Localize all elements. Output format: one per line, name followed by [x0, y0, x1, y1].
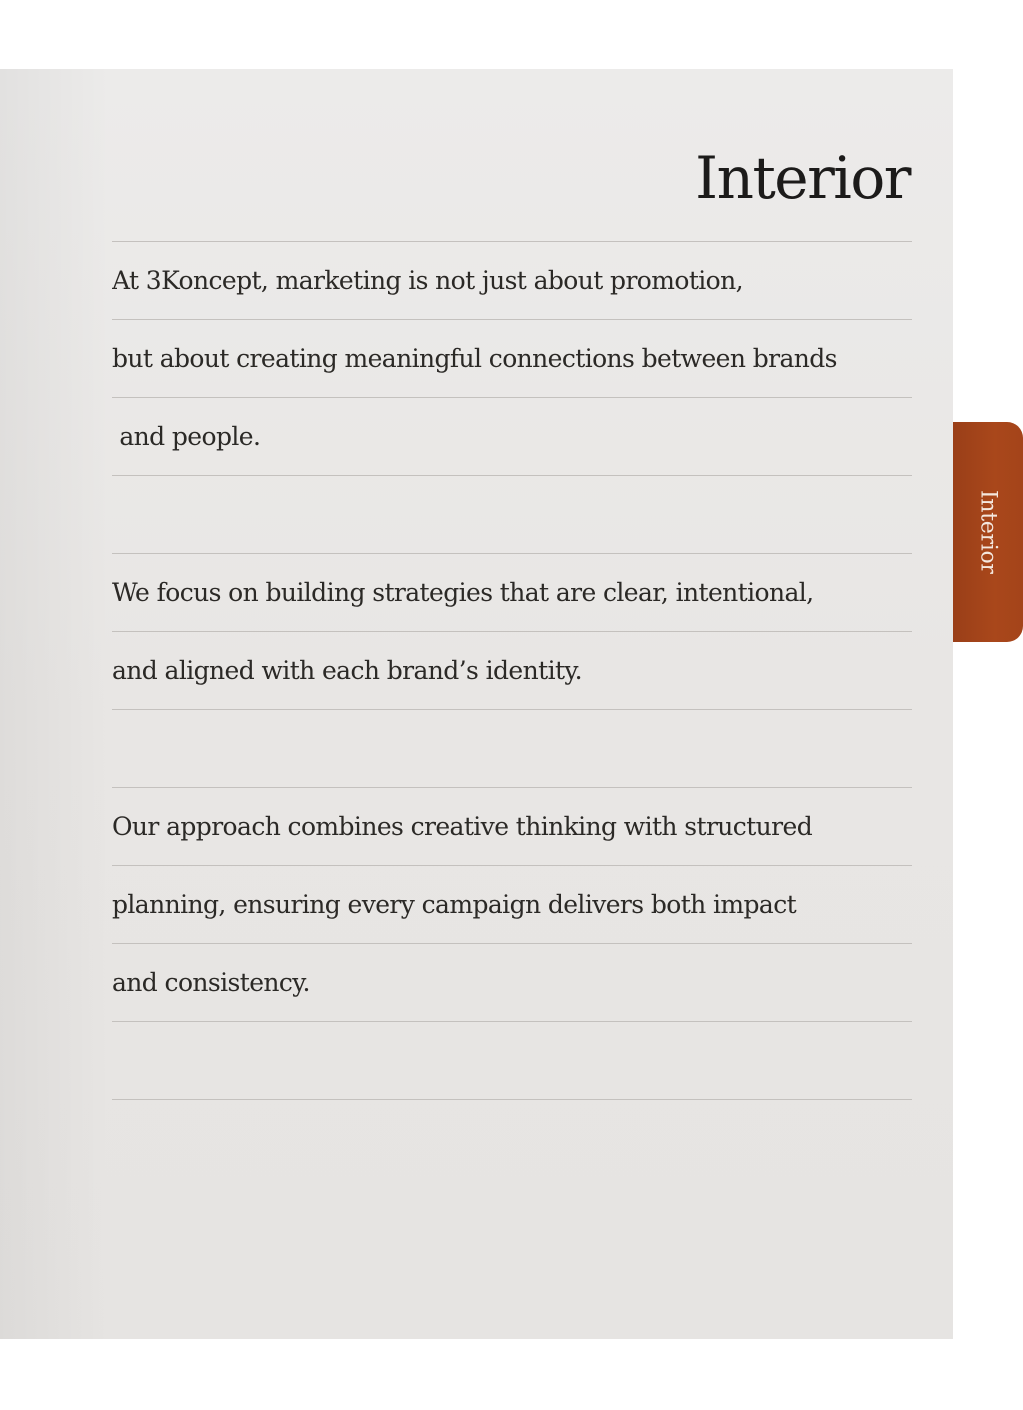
- ruled-line: and consistency.: [112, 944, 912, 1022]
- ruled-line: but about creating meaningful connections between brands: [112, 320, 912, 398]
- ruled-line: and aligned with each brand’s identity.: [112, 632, 912, 710]
- section-tab-label: Interior: [975, 490, 1001, 574]
- section-tab-interior[interactable]: [953, 422, 1023, 642]
- notebook-page: [0, 69, 953, 1339]
- page-title: Interior: [695, 144, 910, 212]
- ruled-line-empty: [112, 476, 912, 554]
- ruled-lines: [112, 241, 912, 1100]
- ruled-line: and people.: [112, 398, 912, 476]
- ruled-line: Our approach combines creative thinking with structured: [112, 788, 912, 866]
- ruled-line: planning, ensuring every campaign delivers both impact: [112, 866, 912, 944]
- ruled-line: We focus on building strategies that are clear, intentional,: [112, 554, 912, 632]
- ruled-line-empty: [112, 710, 912, 788]
- ruled-line-empty: [112, 1022, 912, 1100]
- ruled-line: At 3Koncept, marketing is not just about promotion,: [112, 242, 912, 320]
